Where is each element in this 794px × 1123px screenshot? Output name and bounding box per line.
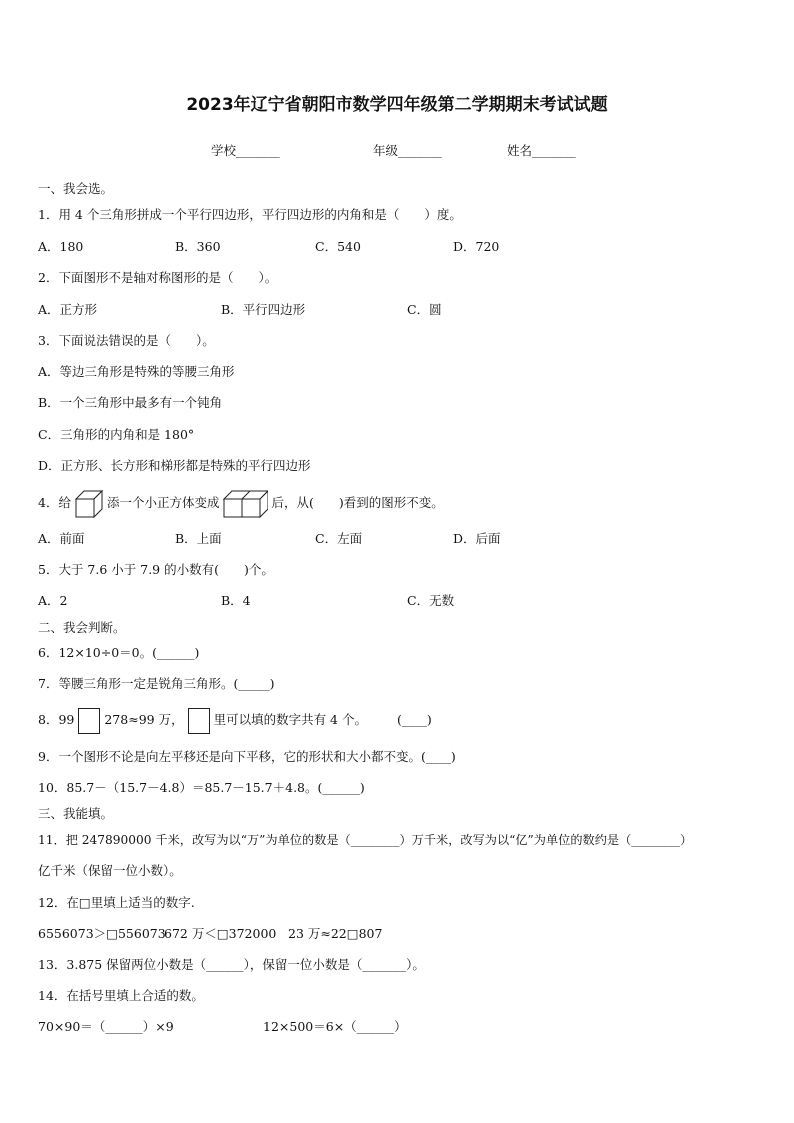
two-cube-figure (222, 489, 268, 519)
q4-options (38, 531, 501, 547)
school-field: 学校_______ (211, 143, 280, 158)
q2-text: 2．下面图形不是轴对称图形的是（ ）。 (38, 270, 278, 285)
page-title: 2023年辽宁省朝阳市数学四年级第二学期期末考试试题 (186, 95, 608, 115)
q9-text: 9．一个图形不论是向左平移还是向下平移，它的形状和大小都不变。(____) (38, 749, 456, 764)
name-field: 姓名_______ (507, 143, 576, 158)
q12-text: 12．在□里填上适当的数字. (38, 895, 195, 910)
q4-option-b: B．上面 (175, 531, 222, 546)
grade-field: 年级_______ (373, 143, 442, 158)
answer-box (78, 708, 100, 734)
q10-text: 10．85.7－（15.7－4.8）＝85.7－15.7＋4.8。(______) (38, 780, 365, 795)
q5-option-a: A．2 (38, 593, 68, 608)
answer-box (188, 708, 210, 734)
q4-option-c: C．左面 (315, 531, 363, 546)
q6-text: 6．12×10÷0＝0。(______) (38, 645, 200, 660)
q2-option-c: C．圆 (407, 302, 442, 317)
section-2-heading: 二、我会判断。 (38, 620, 126, 635)
q2-options (38, 302, 442, 318)
q3-option-c: C．三角形的内角和是 180° (38, 427, 195, 442)
q5-option-c: C．无数 (407, 593, 455, 608)
q3-option-b: B．一个三角形中最多有一个钝角 (38, 395, 223, 410)
q13-text: 13．3.875 保留两位小数是（______），保留一位小数是（_______）。 (38, 957, 425, 972)
q5-options (38, 593, 454, 609)
q12-item-1: 6556073＞□556073 (38, 926, 166, 941)
q12-item-2: 672 万＜□372000 (164, 926, 277, 941)
q11-text-line1: 11．把 247890000 千米，改写为以“万”为单位的数是（________）万千米，改写为以“亿”为单位的数约是（________） (38, 833, 693, 847)
q1-text: 1．用 4 个三角形拼成一个平行四边形，平行四边形的内角和是（ ）度。 (38, 207, 462, 222)
q5-option-b: B．4 (221, 593, 251, 608)
single-cube-figure (74, 489, 104, 519)
q7-text: 7．等腰三角形一定是锐角三角形。(_____) (38, 676, 275, 691)
q1-option-d: D．720 (453, 239, 500, 254)
q4-option-d: D．后面 (453, 531, 501, 546)
q3-option-d: D．正方形、长方形和梯形都是特殊的平行四边形 (38, 458, 311, 473)
q14-items (38, 1019, 407, 1035)
q14-text: 14．在括号里填上合适的数。 (38, 988, 204, 1003)
q1-option-a: A．180 (38, 239, 84, 254)
q14-item-1: 70×90＝（______）×9 (38, 1019, 174, 1034)
q4-text: 4．给 添一个小正方体变成 后，从( )看到的图形不变。 (38, 488, 444, 519)
q5-text: 5．大于 7.6 小于 7.9 的小数有( )个。 (38, 562, 274, 577)
q1-option-c: C．540 (315, 239, 361, 254)
q1-options (38, 239, 499, 255)
section-1-heading: 一、我会选。 (38, 181, 114, 196)
q2-option-a: A．正方形 (38, 302, 98, 317)
q12-items (38, 926, 382, 942)
q11-text-line2: 亿千米（保留一位小数）。 (38, 863, 182, 878)
q2-option-b: B．平行四边形 (221, 302, 306, 317)
q14-item-2: 12×500＝6×（______） (263, 1019, 407, 1034)
section-3-heading: 三、我能填。 (38, 806, 114, 821)
q3-option-a: A．等边三角形是特殊的等腰三角形 (38, 364, 235, 379)
q12-item-3: 23 万≈22□807 (288, 926, 383, 941)
q8-text: 8．99 278≈99 万， 里可以填的数字共有 4 个。 (____) (38, 706, 432, 734)
q4-option-a: A．前面 (38, 531, 85, 546)
q1-option-b: B．360 (175, 239, 221, 254)
q3-text: 3．下面说法错误的是（ ）。 (38, 333, 215, 348)
